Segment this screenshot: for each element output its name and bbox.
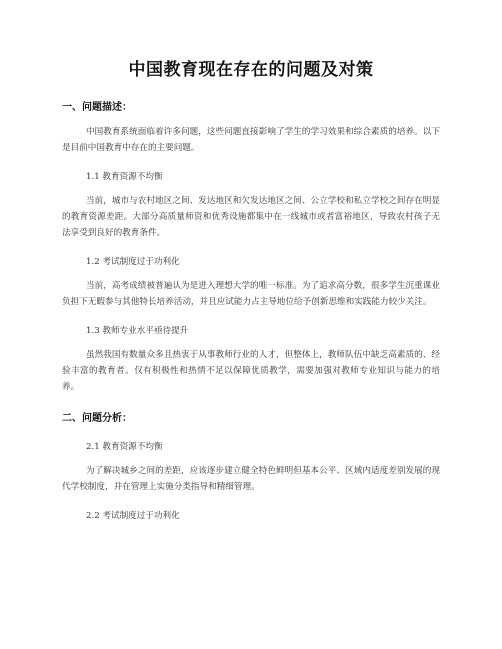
- subsection-paragraph-2-1: 为了解决城乡之间的差距，应该逐步建立健全特色鲜明但基本公平、区域内适度差别发展的现代学校制度，并在管理上实施分类指导和精细管理。: [62, 466, 440, 492]
- subsection-label-1-3: 1.3 教师专业水平亟待提升: [86, 326, 189, 336]
- section-heading-problem-description: 一、问题描述：: [62, 102, 132, 113]
- subsection-label-1-1: 1.1 教育资源不均衡: [86, 172, 163, 182]
- subsection-label-1-2: 1.2 考试制度过于功利化: [86, 257, 180, 267]
- subsection-paragraph-1-1: 当前，城市与农村地区之间、发达地区和欠发达地区之间、公立学校和私立学校之间存在明显的教育资源差距。大部分高质量师资和优秀设施都集中在一线城市或者富裕地区，导致农村孩子无法享受到良好的教育条件。: [62, 196, 440, 238]
- subsection-label-2-2: 2.2 考试制度过于功利化: [86, 511, 180, 521]
- section-heading-problem-analysis: 二、问题分析：: [62, 413, 132, 424]
- subsection-paragraph-1-2: 当前，高考成绩被普遍认为是进入理想大学的唯一标准。为了追求高分数，很多学生沉重课业负担下无暇参与其他特长培养活动，并且应试能力占主导地位给予创新思维和实践能力较少关注。: [62, 281, 440, 307]
- subsection-paragraph-1-3: 虽然我国有数量众多且热衷于从事教师行业的人才，但整体上，教师队伍中缺乏高素质的、经验丰富的教育者。仅有积极性和热情不足以保障优质教学，需要加强对教师专业知识与能力的培养。: [62, 350, 440, 392]
- page-title: 中国教育现在存在的问题及对策: [128, 60, 374, 80]
- section-intro-paragraph: 中国教育系统面临着许多问题，这些问题直接影响了学生的学习效果和综合素质的培养。以下是目前中国教育中存在的主要问题。: [62, 127, 440, 153]
- subsection-label-2-1: 2.1 教育资源不均衡: [86, 442, 163, 452]
